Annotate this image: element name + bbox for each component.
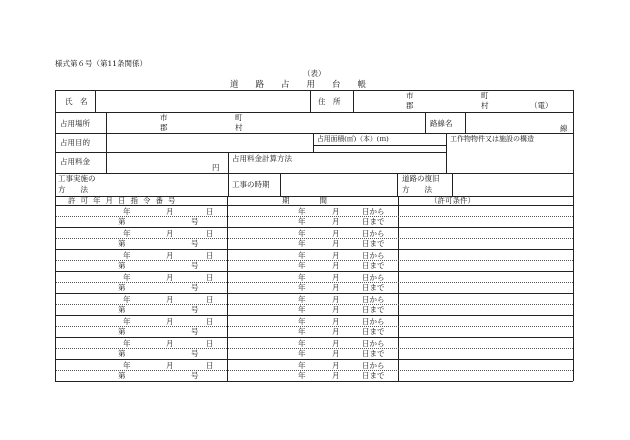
row-divider: [56, 326, 573, 327]
from-month: 月: [332, 207, 340, 216]
to-month: 月: [332, 261, 340, 270]
entry-month: 月: [166, 317, 174, 326]
row-divider: [56, 238, 573, 239]
to-year: 年: [298, 217, 306, 226]
row-divider: [56, 216, 573, 217]
row-divider: [56, 260, 573, 261]
to-tail: 日まで: [362, 371, 385, 380]
entry-year: 年: [123, 229, 131, 238]
from-tail: 日から: [362, 339, 385, 348]
entry-number-prefix: 第: [118, 349, 126, 358]
side-label: （表）: [303, 69, 326, 78]
entry-month: 月: [166, 207, 174, 216]
entry-month: 月: [166, 229, 174, 238]
method-label-1: 工事実施の: [58, 174, 96, 183]
entry-year: 年: [123, 317, 131, 326]
to-month: 月: [332, 349, 340, 358]
entry-day: 日: [206, 207, 214, 216]
fee-method-label: 占用料金計算方法: [232, 154, 292, 163]
permit-header: 許可年月日指令番号: [68, 196, 181, 205]
to-month: 月: [332, 305, 340, 314]
entry-day: 日: [206, 295, 214, 304]
from-month: 月: [332, 273, 340, 282]
entry-year: 年: [123, 207, 131, 216]
fee-label: 占用料金: [60, 157, 90, 166]
entry-number-suffix: 号: [191, 283, 199, 292]
from-year: 年: [298, 229, 306, 238]
entry-divider: [55, 359, 573, 360]
restore-label-2: 方 法: [402, 185, 432, 194]
entry-divider: [55, 227, 573, 228]
entry-day: 日: [206, 229, 214, 238]
route-line: 線: [560, 124, 568, 133]
to-tail: 日まで: [362, 349, 385, 358]
method-label-2: 方 法: [58, 185, 88, 194]
from-month: 月: [332, 295, 340, 304]
row-divider: [56, 370, 573, 371]
entry-year: 年: [123, 361, 131, 370]
entry-day: 日: [206, 317, 214, 326]
from-tail: 日から: [362, 361, 385, 370]
from-tail: 日から: [362, 273, 385, 282]
from-month: 月: [332, 229, 340, 238]
to-tail: 日まで: [362, 261, 385, 270]
to-year: 年: [298, 349, 306, 358]
to-tail: 日まで: [362, 239, 385, 248]
period-label: 工事の時期: [232, 180, 270, 189]
place-label: 占用場所: [60, 119, 90, 128]
fee-yen: 円: [212, 163, 220, 172]
to-year: 年: [298, 283, 306, 292]
place-village: 村: [235, 123, 243, 132]
to-tail: 日まで: [362, 327, 385, 336]
row-divider: [56, 304, 573, 305]
to-year: 年: [298, 239, 306, 248]
entry-number-prefix: 第: [118, 305, 126, 314]
from-tail: 日から: [362, 207, 385, 216]
to-month: 月: [332, 371, 340, 380]
to-tail: 日まで: [362, 217, 385, 226]
to-year: 年: [298, 327, 306, 336]
entry-number-suffix: 号: [191, 261, 199, 270]
entry-month: 月: [166, 339, 174, 348]
entry-year: 年: [123, 295, 131, 304]
entry-divider: [55, 293, 573, 294]
entry-number-suffix: 号: [191, 239, 199, 248]
entry-number-suffix: 号: [191, 327, 199, 336]
entry-number-suffix: 号: [191, 217, 199, 226]
to-year: 年: [298, 371, 306, 380]
area-label: 占用面積(㎡)（本）(ｍ): [317, 135, 389, 143]
to-tail: 日まで: [362, 305, 385, 314]
to-month: 月: [332, 217, 340, 226]
page-title: 道 路 占 用 台 帳: [230, 80, 367, 90]
name-label: 氏 名: [65, 97, 88, 106]
from-year: 年: [298, 207, 306, 216]
entry-number-suffix: 号: [191, 371, 199, 380]
address-tel: （電）: [530, 101, 553, 110]
entry-month: 月: [166, 251, 174, 260]
entry-number-suffix: 号: [191, 305, 199, 314]
address-village: 村: [481, 101, 489, 110]
entry-divider: [55, 249, 573, 250]
restore-label-1: 道路の復旧: [402, 174, 440, 183]
address-label: 住 所: [318, 97, 341, 106]
conditions-header: （許可条件）: [430, 196, 475, 205]
address-county: 郡: [406, 101, 414, 110]
to-month: 月: [332, 283, 340, 292]
entry-day: 日: [206, 339, 214, 348]
entry-divider: [55, 271, 573, 272]
entry-month: 月: [166, 273, 174, 282]
entry-month: 月: [166, 361, 174, 370]
from-tail: 日から: [362, 295, 385, 304]
purpose-label: 占用目的: [60, 138, 90, 147]
entry-number-prefix: 第: [118, 371, 126, 380]
from-year: 年: [298, 339, 306, 348]
structure-label: 工作物物件又は施設の構造: [450, 135, 534, 143]
from-year: 年: [298, 295, 306, 304]
from-tail: 日から: [362, 229, 385, 238]
form-number: 様式第６号（第11条関係）: [55, 59, 148, 68]
entry-number-prefix: 第: [118, 239, 126, 248]
entry-number-prefix: 第: [118, 217, 126, 226]
entry-year: 年: [123, 339, 131, 348]
from-year: 年: [298, 251, 306, 260]
entry-divider: [55, 337, 573, 338]
entry-day: 日: [206, 273, 214, 282]
row-divider: [56, 282, 573, 283]
to-tail: 日まで: [362, 283, 385, 292]
place-town: 町: [235, 113, 243, 122]
from-tail: 日から: [362, 317, 385, 326]
address-town: 町: [481, 91, 489, 100]
place-city: 市: [160, 113, 168, 122]
address-city: 市: [406, 91, 414, 100]
entry-year: 年: [123, 273, 131, 282]
place-county: 郡: [160, 123, 168, 132]
to-month: 月: [332, 327, 340, 336]
from-year: 年: [298, 317, 306, 326]
entry-number-prefix: 第: [118, 327, 126, 336]
entry-year: 年: [123, 251, 131, 260]
entry-number-prefix: 第: [118, 261, 126, 270]
from-year: 年: [298, 361, 306, 370]
entry-number-prefix: 第: [118, 283, 126, 292]
from-year: 年: [298, 273, 306, 282]
from-month: 月: [332, 317, 340, 326]
to-year: 年: [298, 305, 306, 314]
entry-day: 日: [206, 361, 214, 370]
entry-day: 日: [206, 251, 214, 260]
entry-divider: [55, 315, 573, 316]
from-month: 月: [332, 251, 340, 260]
to-month: 月: [332, 239, 340, 248]
from-month: 月: [332, 361, 340, 370]
period-header: 期 間: [282, 196, 327, 205]
entry-number-suffix: 号: [191, 349, 199, 358]
from-month: 月: [332, 339, 340, 348]
to-year: 年: [298, 261, 306, 270]
from-tail: 日から: [362, 251, 385, 260]
entry-month: 月: [166, 295, 174, 304]
route-label: 路線名: [430, 119, 453, 128]
row-divider: [56, 348, 573, 349]
